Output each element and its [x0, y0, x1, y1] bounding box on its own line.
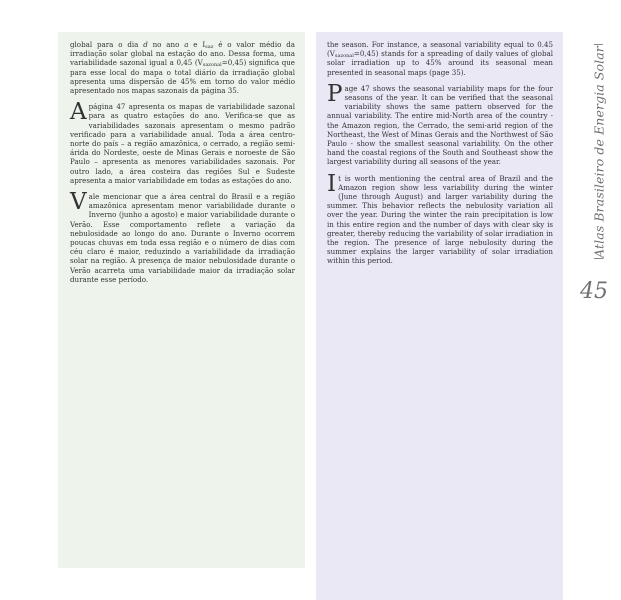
paragraph-pt-3: Vale mencionar que a área central do Brasil e a região amazônica apresentam menor variabilidade durante o Inverno (junho a agosto) e maior variabilidade durante o Verão. Esse comportamento reflete a variação da nebulosidade ao longo do ano. Durante o Inverno ocorrem poucas chuvas em toda essa região e o número de dias com céu claro é maior, reduzindo a variabilidade da irradiação solar na região. A presença de maior nebulosidade durante o Verão acarreta uma variabilidade maior da irradiação solar durante esse período. [70, 189, 295, 284]
english-text-column [316, 32, 563, 600]
drop-cap: I [327, 170, 337, 197]
drop-cap: V [70, 189, 87, 216]
paragraph-en-1: the season. For instance, a seasonal variability equal to 0.45 $(V_{sazonal}=0,45)$ stands for a spreading of daily values of global solar irradiation up to 45% around its seasonal mean presented in seasonal maps (page 35). [327, 40, 553, 77]
page-number: 45 [580, 279, 608, 304]
paragraph-en-2: Page 47 shows the seasonal variability maps for the four seasons of the year. It can be verified that the seasonal variability shows the same pattern observed for the annual variability. The entire mid-North area of the country - the Amazon region, the Cerrado, the semi-arid region of the Northeast, the West of Minas Gerais and the Northwest of São Paulo - show the smallest seasonal variability. On the other hand the coastal regions of the South and Southeast show the largest variability during all seasons of the year. [327, 80, 553, 167]
paragraph-pt-2: A página 47 apresenta os mapas de variabilidade sazonal para as quatro estações do ano. Verifica-se que as variabilidades sazonais apresentam o mesmo padrão verificado para a variabilidade anual. Toda a área centro-norte do país – a região amazônica, o cerrado, a região semi-árida do Nordeste, oeste de Minas Gerais e noroeste de São Paulo – apresenta as menores variabilidades sazonais. Por outro lado, a área costeira das regiões Sul e Sudeste apresenta a maior variabilidade em todas as estações do ano. [70, 99, 295, 185]
paragraph-pt-1: global para o dia d no ano a e $I_{saz}$ é o valor médio da irradiação solar global na estação do ano. Dessa forma, uma variabilidade sazonal igual a 0,45 $(V_{sazonal}=0,45)$ significa que para esse local do mapa o total diário da irradiação global apresenta uma dispersão de 45% em torno do valor médio apresentado nos mapas sazonais da página 35. [70, 40, 295, 96]
drop-cap: P [327, 80, 343, 107]
paragraph-en-3: It is worth mentioning the central area of Brazil and the Amazon region show less variability during the winter (June through August) and larger variability during the summer. This behavior reflects the nebulosity variation all over the year. During the winter the rain precipitation is low in this entire region and the number of days with clear sky is greater, thereby reducing the variability of solar irradiation in the region. The presence of large nebulosity during the summer explains the larger variability of solar irradiation within this period. [327, 170, 553, 266]
portuguese-text-column [58, 32, 305, 568]
drop-cap: A [70, 99, 87, 126]
side-title-rule-top [594, 44, 603, 45]
side-title-rule-bottom [594, 258, 603, 259]
book-title-vertical: Atlas Brasileiro de Energia Solar [591, 46, 607, 258]
